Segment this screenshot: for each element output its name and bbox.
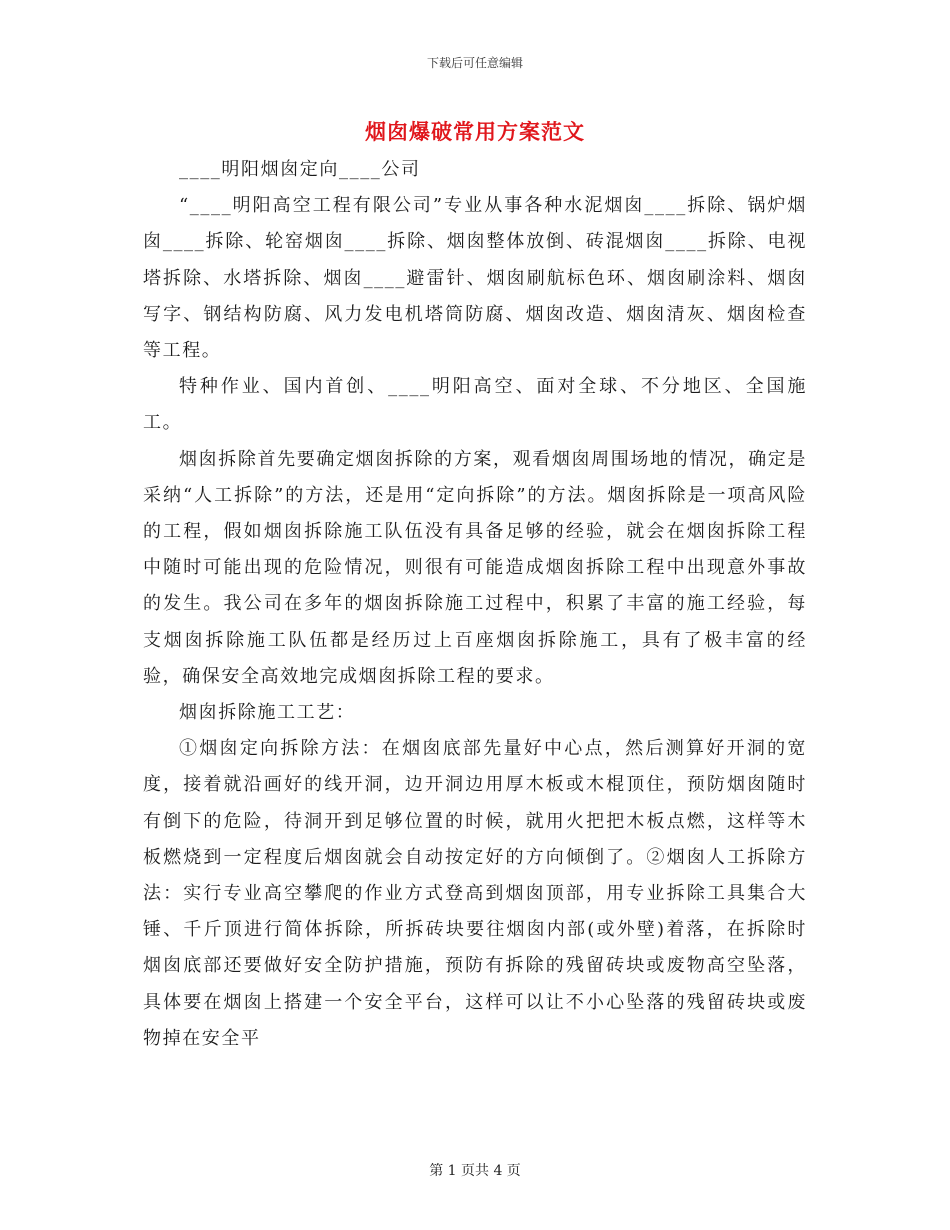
page-number: 第 1 页共 4 页 bbox=[429, 1163, 521, 1179]
paragraph-demolition-plan: 烟囱拆除首先要确定烟囱拆除的方案，观看烟囱周围场地的情况，确定是采纳“人工拆除”的方法，还是用“定向拆除”的方法。烟囱拆除是一项高风险的工程，假如烟囱拆除施工队伍没有具备足够的经验，就会在烟囱拆除工程中随时可能出现的危险情况，则很有可能造成烟囱拆除工程中出现意外事故的发生。我公司在多年的烟囱拆除施工过程中，积累了丰富的施工经验，每支烟囱拆除施工队伍都是经历过上百座烟囱拆除施工，具有了极丰富的经验，确保安全高效地完成烟囱拆除工程的要求。 bbox=[143, 448, 807, 687]
paragraph-methods: ①烟囱定向拆除方法：在烟囱底部先量好中心点，然后测算好开洞的宽度，接着就沿画好的线开洞，边开洞边用厚木板或木棍顶住，预防烟囱随时有倒下的危险，待洞开到足够位置的时候，就用火把把木板点燃，这样等木板燃烧到一定程度后烟囱就会自动按定好的方向倾倒了。②烟囱人工拆除方法：实行专业高空攀爬的作业方式登高到烟囱顶部，用专业拆除工具集合大锤、千斤顶进行简体拆除，所拆砖块要往烟囱内部(或外壁)着落，在拆除时烟囱底部还要做好安全防护措施，预防有拆除的残留砖块或废物高空坠落，具体要在烟囱上搭建一个安全平台，这样可以让不小心坠落的残留砖块或废物掉在安全平 bbox=[143, 738, 807, 1049]
paragraph-process-heading: 烟囱拆除施工工艺： bbox=[179, 702, 356, 724]
paragraph-services: “____明阳高空工程有限公司”专业从事各种水泥烟囱____拆除、锅炉烟囱____拆除、轮窑烟囱____拆除、烟囱整体放倒、砖混烟囱____拆除、电视塔拆除、水塔拆除、烟囱____避雷针、烟囱刷航标色环、烟囱刷涂料、烟囱写字、钢结构防腐、风力发电机塔筒防腐、烟囱改造、烟囱清灰、烟囱检查等工程。 bbox=[143, 195, 807, 362]
page-header-note: 下载后可任意编辑 bbox=[426, 56, 523, 70]
paragraph-slogan: 特种作业、国内首创、____明阳高空、面对全球、不分地区、全国施工。 bbox=[143, 376, 807, 434]
document-body bbox=[143, 152, 807, 1057]
document-title: 烟囱爆破常用方案范文 bbox=[365, 119, 585, 144]
paragraph-company-line: ____明阳烟囱定向____公司 bbox=[179, 159, 421, 180]
